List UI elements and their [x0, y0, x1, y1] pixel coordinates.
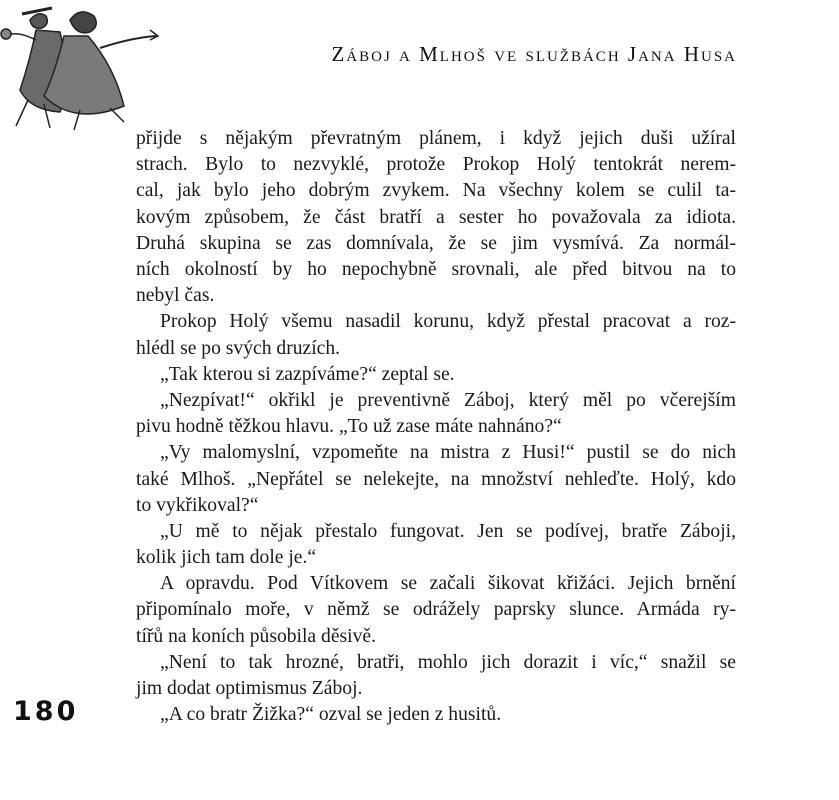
text-line: nebyl čas. — [136, 285, 215, 307]
text-line: „A co bratr Žižka?“ ozval se jeden z husitů. — [160, 704, 502, 726]
text-line: „Tak kterou si zazpíváme?“ zeptal se. — [160, 363, 455, 385]
two-characters-drawing — [0, 0, 165, 135]
text-line: strach. Bylo to nezvyklé, protože Prokop Holý tentokrát nerem- — [136, 154, 736, 176]
text-line: ních okolností by ho nepochybně srovnali, ale před bitvou na to — [136, 258, 736, 280]
paragraph — [136, 519, 736, 571]
paragraph — [136, 309, 736, 361]
text-line: přijde s nějakým převratným plánem, i když jejich duši užíral — [136, 128, 736, 149]
text-line: cal, jak bylo jeho dobrým zvykem. Na všechny kolem se culil ta- — [136, 180, 736, 202]
body-text — [136, 126, 736, 728]
text-line: pivu hodně těžkou hlavu. „To už zase máte nahnáno?“ — [136, 416, 562, 438]
chapter-illustration — [0, 0, 165, 135]
paragraph — [136, 126, 736, 309]
text-line: kolik jich tam dole je.“ — [136, 547, 317, 569]
text-line: Druhá skupina se zas domnívala, že se jim vysmívá. Za normál- — [136, 232, 736, 254]
text-line: Prokop Holý všemu nasadil korunu, když přestal pracovat a roz- — [160, 311, 736, 333]
text-line: hlédl se po svých druzích. — [136, 337, 341, 359]
text-line: „Nezpívat!“ okřikl je preventivně Záboj, který měl po včerejším — [160, 389, 736, 411]
text-line: připomínalo moře, v němž se odrážely paprsky slunce. Armáda ry- — [136, 599, 736, 621]
text-line: „Vy malomyslní, vzpomeňte na mistra z Husi!“ pustil se do nich — [160, 442, 736, 464]
paragraph — [136, 650, 736, 702]
paragraph — [136, 440, 736, 519]
page-number: 180 — [13, 696, 79, 727]
text-line: také Mlhoš. „Nepřátel se nelekejte, na množství nehleďte. Holý, kdo — [136, 468, 736, 490]
text-line: „U mě to nějak přestalo fungovat. Jen se podívej, bratře Záboji, — [160, 520, 736, 542]
paragraph — [136, 388, 736, 440]
running-header: Záboj a Mlhoš ve službách Jana Husa — [331, 42, 737, 66]
text-line: jim dodat optimismus Záboj. — [136, 678, 363, 700]
text-line: tířů na koních působila děsivě. — [136, 625, 376, 647]
text-line: A opravdu. Pod Vítkovem se začali šikovat křižáci. Jejich brnění — [160, 573, 736, 595]
text-line: „Není to tak hrozné, bratři, mohlo jich dorazit i víc,“ snažil se — [160, 651, 736, 673]
text-line: kovým způsobem, že část bratří a sester ho považovala za idiota. — [136, 206, 736, 228]
text-line: to vykřikoval?“ — [136, 494, 259, 516]
paragraph — [136, 571, 736, 650]
paragraph — [136, 702, 736, 728]
paragraph — [136, 362, 736, 388]
